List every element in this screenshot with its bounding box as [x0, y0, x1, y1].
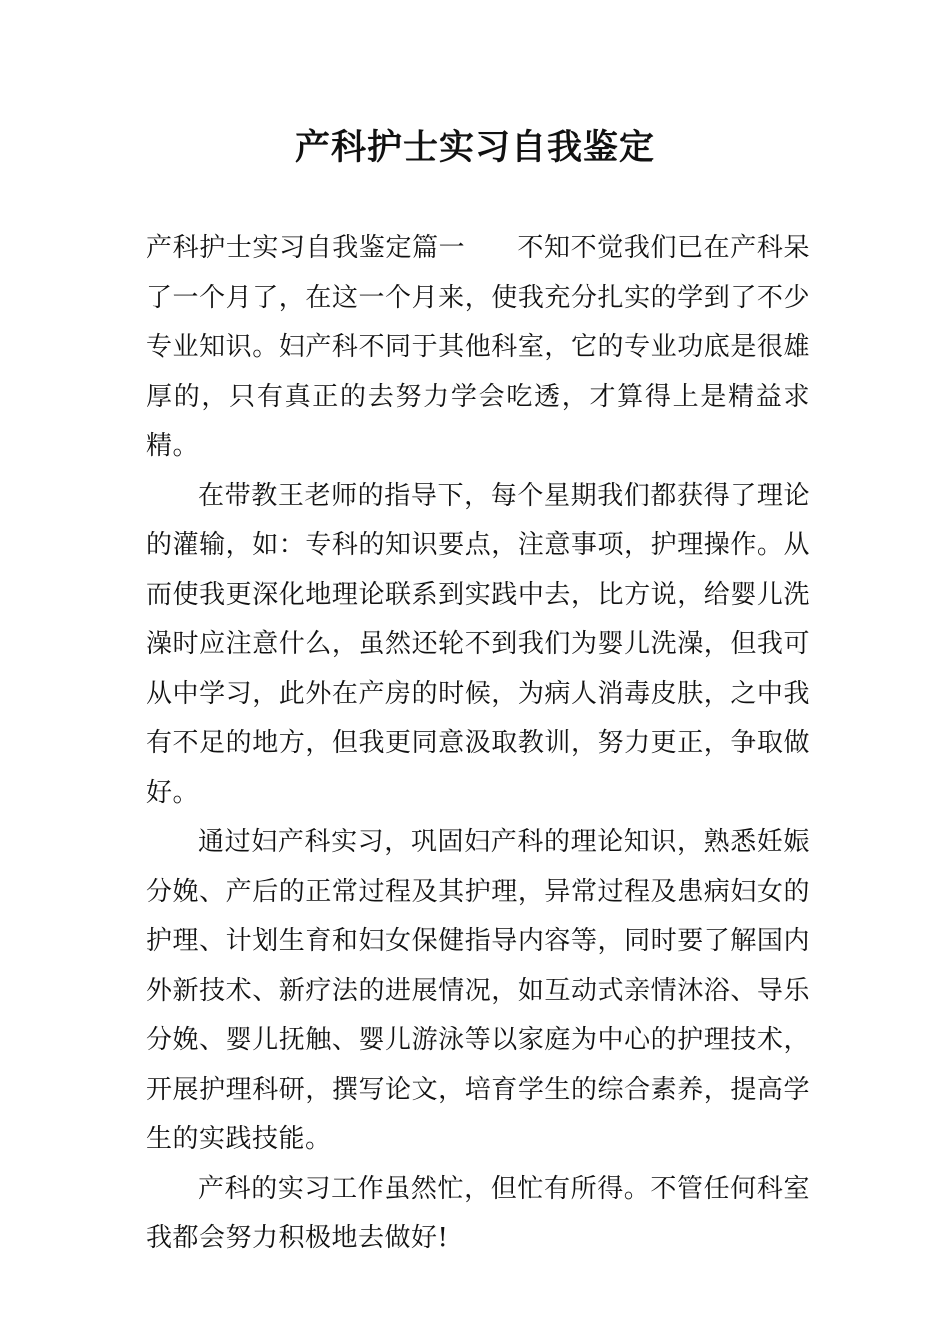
- document-body: [146, 224, 810, 1264]
- document-title: 产科护士实习自我鉴定: [294, 128, 655, 168]
- paragraph-4: 产科的实习工作虽然忙，但忙有所得。不管任何科室我都会努力积极地去做好!: [146, 1173, 810, 1253]
- paragraph-1-text: 不知不觉我们已在产科呆了一个月了，在这一个月来，使我充分扎实的学到了不少专业知识。妇产科不同于其他科室，它的专业功底是很雄厚的，只有真正的去努力学会吃透，才算得上是精益求精。: [146, 233, 810, 461]
- paragraph-3: 通过妇产科实习，巩固妇产科的理论知识，熟悉妊娠分娩、产后的正常过程及其护理，异常过程及患病妇女的护理、计划生育和妇女保健指导内容等，同时要了解国内外新技术、新疗法的进展情况，如互动式亲情沐浴、导乐分娩、婴儿抚触、婴儿游泳等以家庭为中心的护理技术，开展护理科研，撰写论文，培育学生的综合素养，提高学生的实践技能。: [146, 827, 810, 1154]
- section-heading: 产科护士实习自我鉴定篇一: [146, 233, 466, 263]
- paragraph-1: [146, 224, 810, 472]
- paragraph-2: 在带教王老师的指导下，每个星期我们都获得了理论的灌输，如：专科的知识要点，注意事项，护理操作。从而使我更深化地理论联系到实践中去，比方说，给婴儿洗澡时应注意什么，虽然还轮不到我们为婴儿洗澡，但我可从中学习，此外在产房的时候，为病人消毒皮肤，之中我有不足的地方，但我更同意汲取教训，努力更正，争取做好。: [146, 480, 810, 808]
